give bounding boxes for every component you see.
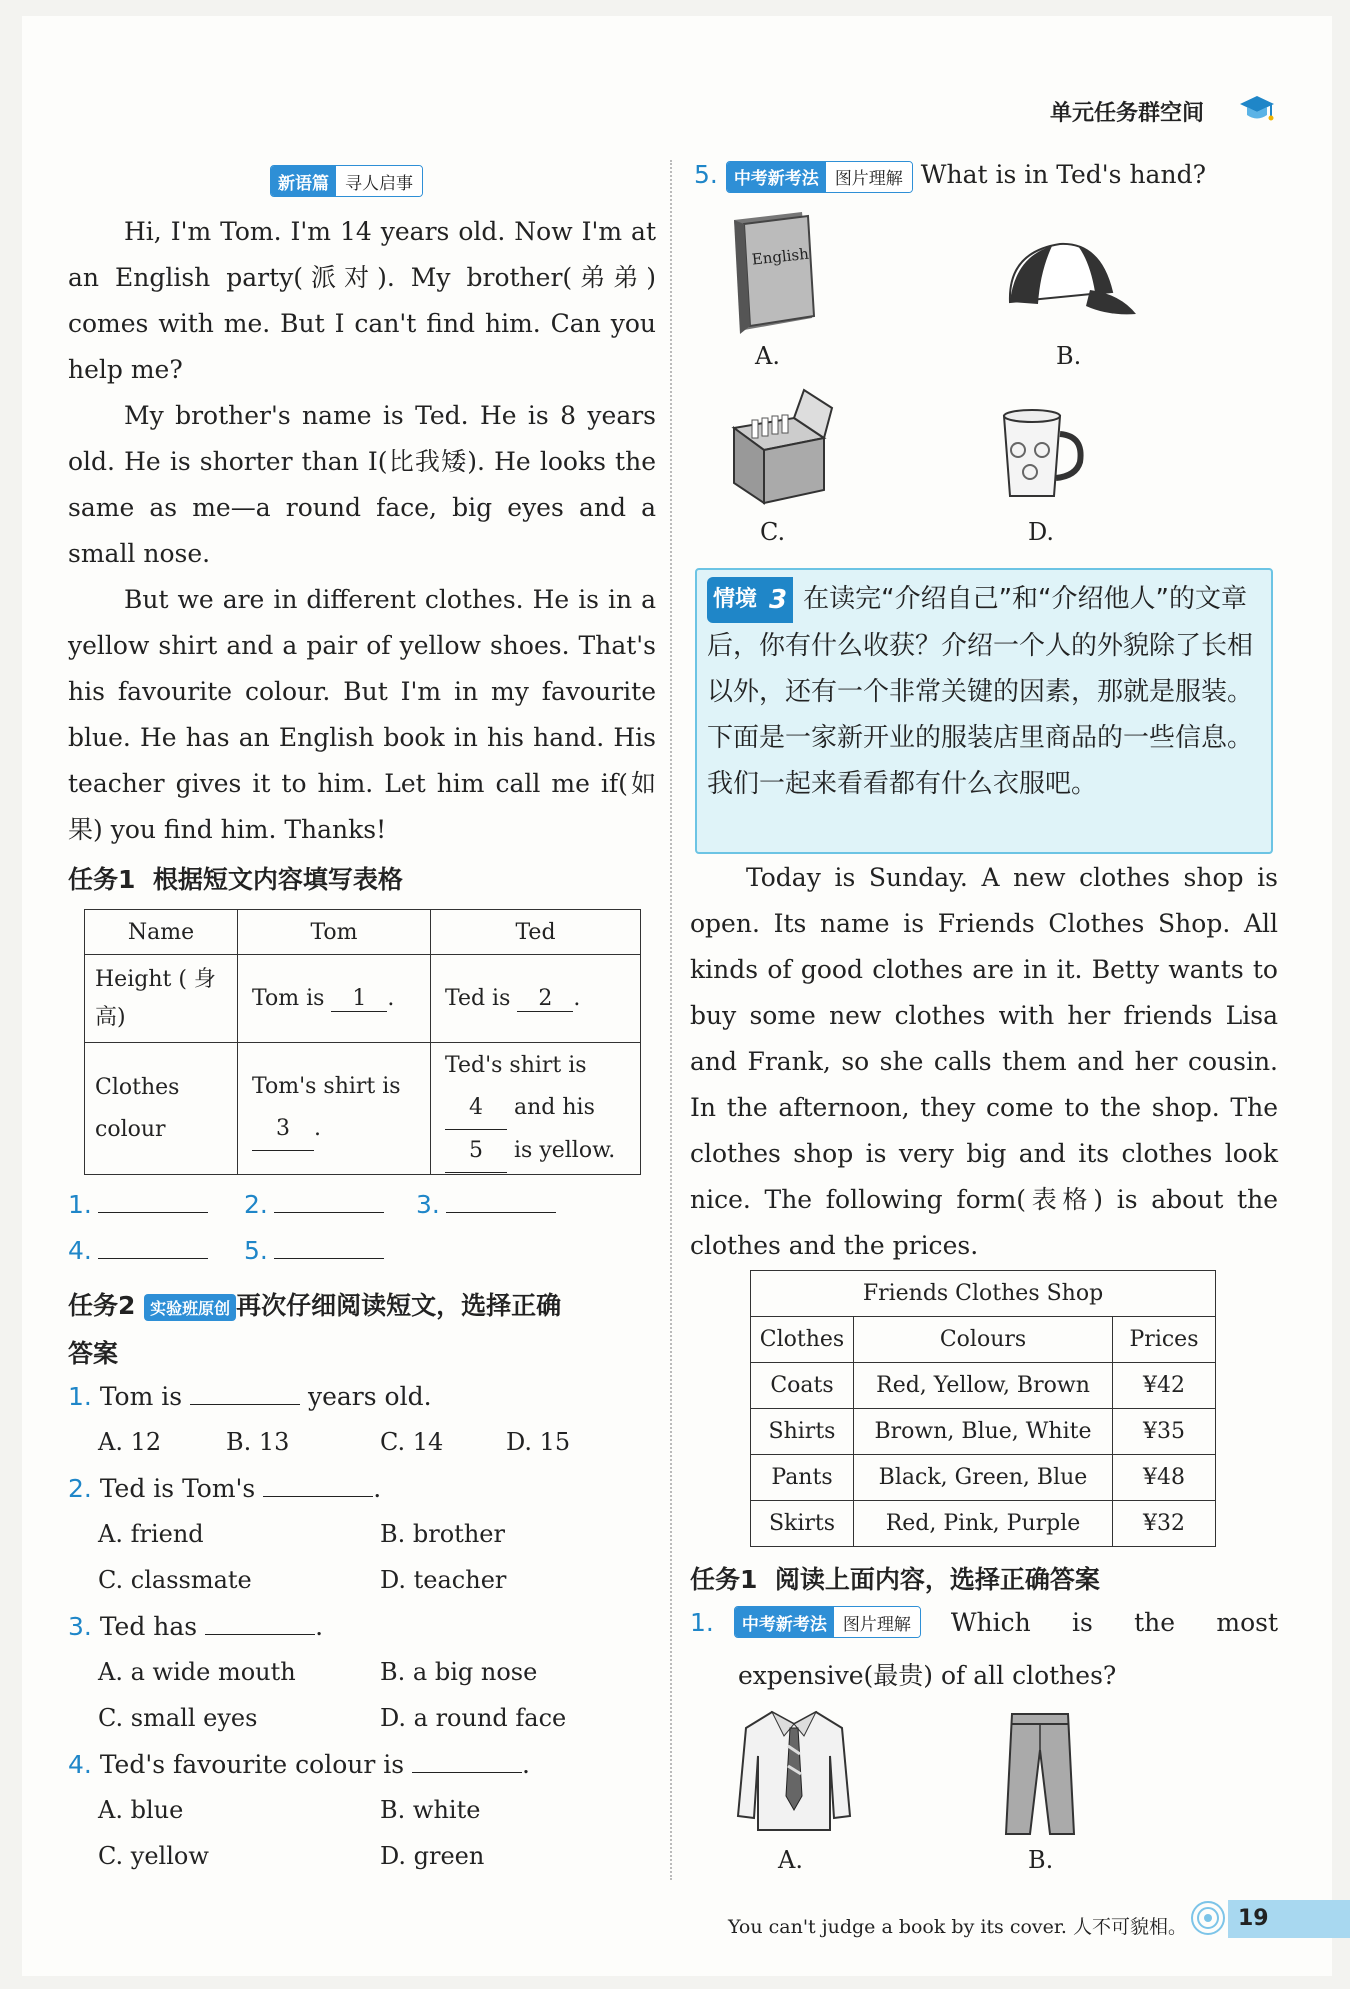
blank-4[interactable]: 4 [445, 1087, 507, 1130]
left-tag [270, 165, 423, 197]
graduation-cap-icon [1238, 92, 1276, 130]
passage-paragraph: Today is Sunday. A new clothes shop is open. Its name is Friends Clothes Shop. All kinds of good clothes are in it. Betty wants to buy some new clothes with her friends Lisa and Frank, so she calls them and her cousin. In the afternoon, they come to the shop. The clothes shop is very big and its clothes look nice. The following form(表格) is about the clothes and the prices. [690, 863, 1278, 1260]
table-cell: Red, Pink, Purple [854, 1501, 1113, 1547]
unit-header-title: 单元任务群空间 [1050, 101, 1205, 126]
scenario-label: 情境 [707, 577, 763, 623]
chalk-box-image[interactable] [724, 388, 834, 512]
answer-line-4[interactable]: 4. [68, 1236, 208, 1265]
table-row [751, 1409, 1216, 1455]
option[interactable]: B. brother [380, 1520, 505, 1548]
table-header: Prices [1113, 1317, 1216, 1363]
option[interactable]: A. a wide mouth [98, 1658, 296, 1686]
option[interactable]: C. classmate [98, 1566, 252, 1594]
task1-heading [68, 860, 403, 896]
table-cell: Skirts [751, 1501, 854, 1547]
answer-line-5[interactable]: 5. [244, 1236, 384, 1265]
right-question-1: 1. 中考新考法 图片理解 Which is the most [690, 1607, 1278, 1637]
right-task1-heading: 任务1 阅读上面内容，选择正确答案 [690, 1565, 1100, 1594]
option-label: C. [760, 518, 786, 546]
answer-line-2[interactable]: 2. [244, 1190, 384, 1219]
table-header: Ted [431, 910, 641, 955]
shop-table [750, 1270, 1216, 1547]
option[interactable]: D. 15 [506, 1428, 571, 1456]
option[interactable]: B. 13 [226, 1428, 290, 1456]
blank-1[interactable]: 1 [331, 986, 387, 1012]
option-label: A. [755, 342, 780, 370]
table-row [751, 1501, 1216, 1547]
passage-paragraph: Hi, I'm Tom. I'm 14 years old. Now I'm at an English party(派对). My brother(弟弟) comes with me. But I can't find him. Can you help me? [68, 217, 656, 384]
blank-3[interactable]: 3 [252, 1108, 314, 1151]
passage-tom [68, 209, 656, 853]
table-row [751, 1455, 1216, 1501]
option-label: B. [1056, 342, 1082, 370]
table-cell: Tom's shirt is 3 . [238, 1043, 431, 1175]
option[interactable]: A. 12 [98, 1428, 162, 1456]
option[interactable]: D. green [380, 1842, 485, 1870]
table-header: Name [85, 910, 238, 955]
shirt-image[interactable] [734, 1706, 854, 1840]
question-5: 5. 中考新考法 图片理解 What is in Ted's hand? [694, 160, 1206, 193]
tag-picture: 图片理解 [834, 1607, 920, 1637]
option[interactable]: C. 14 [380, 1428, 444, 1456]
page-swirl-icon [1188, 1898, 1228, 1942]
task2-label: 任务2 [68, 1291, 136, 1320]
task1-title: 根据短文内容填写表格 [152, 865, 403, 894]
blank-2[interactable]: 2 [517, 986, 573, 1012]
option[interactable]: D. teacher [380, 1566, 507, 1594]
table-cell: Shirts [751, 1409, 854, 1455]
cap-image[interactable] [990, 232, 1140, 336]
tag-new-text: 新语篇 [271, 166, 336, 196]
tag-picture: 图片理解 [826, 162, 912, 192]
shop-table-title: Friends Clothes Shop [751, 1271, 1216, 1317]
passage-paragraph: But we are in different clothes. He is in a yellow shirt and a pair of yellow shoes. That's his favourite colour. But I'm in my favourite blue. He has an English book in his hand. His teacher gives it to him. Let him call me if(如果) you find him. Thanks! [68, 585, 656, 844]
question-3: 3. Ted has . [68, 1612, 324, 1641]
tag-missing-notice: 寻人启事 [336, 166, 422, 196]
row-label-height: Height ( 身高) [85, 955, 238, 1043]
table-cell: Black, Green, Blue [854, 1455, 1113, 1501]
option[interactable]: B. a big nose [380, 1658, 538, 1686]
table-header: Colours [854, 1317, 1113, 1363]
table-cell: ¥42 [1113, 1363, 1216, 1409]
table-cell: ¥32 [1113, 1501, 1216, 1547]
answer-line-1[interactable]: 1. [68, 1190, 208, 1219]
option[interactable]: A. friend [98, 1520, 204, 1548]
option-label: D. [1028, 518, 1055, 546]
option-label: A. [778, 1846, 803, 1874]
column-divider [670, 160, 672, 1880]
table-cell: Tom is 1 . [238, 955, 431, 1043]
task2-badge: 实验班原创 [144, 1294, 236, 1321]
question-4: 4. Ted's favourite colour is . [68, 1750, 530, 1779]
table-cell: Ted is 2 . [431, 955, 641, 1043]
book-cover-text: English [750, 244, 810, 269]
book-image[interactable] [722, 210, 822, 344]
table-header: Clothes [751, 1317, 854, 1363]
option[interactable]: C. small eyes [98, 1704, 258, 1732]
question-1: 1. Tom is years old. [68, 1382, 432, 1411]
cup-image[interactable] [996, 406, 1086, 510]
option[interactable]: B. white [380, 1796, 481, 1824]
option-label: B. [1028, 1846, 1054, 1874]
table-cell: Coats [751, 1363, 854, 1409]
task1-label: 任务1 [68, 865, 136, 894]
right-question-1-cont: expensive(最贵) of all clothes? [738, 1661, 1117, 1690]
table-cell: ¥48 [1113, 1455, 1216, 1501]
footer-quote: You can't judge a book by its cover. 人不可貌相。 [728, 1916, 1187, 1938]
page-number: 19 [1238, 1906, 1269, 1931]
passage-paragraph: My brother's name is Ted. He is 8 years old. He is shorter than I(比我矮). He looks the same as me—a round face, big eyes and a small nose. [68, 401, 656, 568]
blank-5[interactable]: 5 [445, 1130, 507, 1173]
option[interactable]: A. blue [98, 1796, 184, 1824]
table-cell: Brown, Blue, White [854, 1409, 1113, 1455]
table-cell: Ted's shirt is 4 and his 5 is yellow. [431, 1043, 641, 1175]
scenario-number: 3 [763, 577, 793, 623]
tag-exam-method: 中考新考法 [735, 1607, 834, 1637]
tag-exam-method: 中考新考法 [727, 162, 826, 192]
page-number-bar [1228, 1900, 1350, 1938]
row-label-clothes: Clothes colour [85, 1043, 238, 1175]
scenario-text: 情境 3 在读完“介绍自己”和“介绍他人”的文章后，你有什么收获？介绍一个人的外貌除了长相以外，还有一个非常关键的因素，那就是服装。下面是一家新开业的服装店里商品的一些信息。我们一起来看看都有什么衣服吧。 [697, 570, 1271, 807]
table-header: Tom [238, 910, 431, 955]
pants-image[interactable] [1000, 1710, 1080, 1844]
option[interactable]: D. a round face [380, 1704, 567, 1732]
table-cell: Pants [751, 1455, 854, 1501]
task2-heading [68, 1286, 561, 1322]
table-row [751, 1363, 1216, 1409]
passage-shop [690, 855, 1278, 1269]
answer-line-3[interactable]: 3. [416, 1190, 556, 1219]
fill-table [84, 909, 641, 1175]
table-cell: ¥35 [1113, 1409, 1216, 1455]
question-2: 2. Ted is Tom's . [68, 1474, 382, 1503]
task2-title-cont: 答案 [68, 1339, 119, 1368]
option[interactable]: C. yellow [98, 1842, 209, 1870]
task2-title: 再次仔细阅读短文，选择正确 [236, 1291, 562, 1320]
scenario-box [695, 568, 1273, 854]
table-cell: Red, Yellow, Brown [854, 1363, 1113, 1409]
